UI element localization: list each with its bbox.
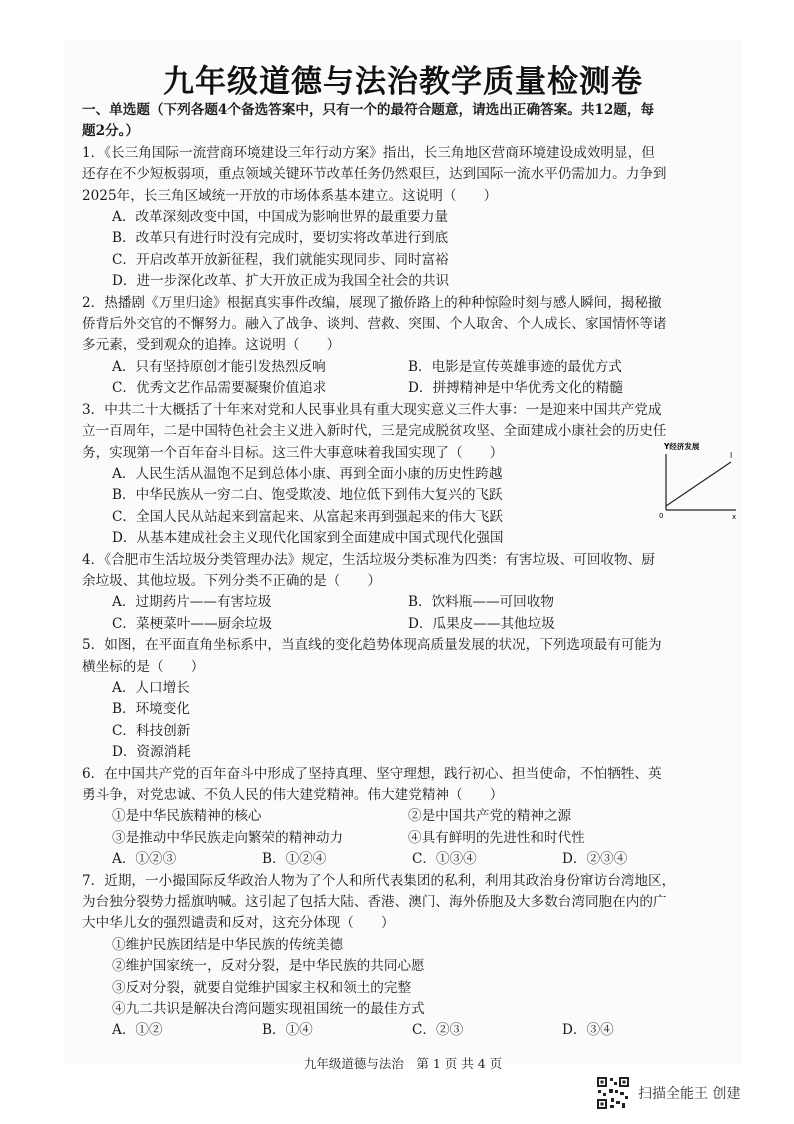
- exam-content: [82, 100, 790, 1042]
- option-d: D．资源消耗: [112, 744, 191, 761]
- option-c: C．优秀文艺作品需要凝聚价值追求: [112, 380, 327, 397]
- statement-4: ④九二共识是解决台湾问题实现祖国统一的最佳方式: [112, 1001, 425, 1018]
- question-text: 大中华儿女的强烈谴责和反对，这充分体现（ ）: [82, 915, 395, 932]
- statement-3: ③反对分裂，就要自觉维护国家主权和领土的完整: [112, 979, 412, 996]
- option-a: A．①②: [112, 1022, 163, 1039]
- question-7: [82, 871, 790, 1042]
- options-row: [82, 1020, 790, 1041]
- section-heading-line1: 一、单选题（下列各题4个备选答案中，只有一个的最符合题意，请选出正确答案。共12题，每: [82, 102, 655, 118]
- option-a: A．过期药片——有害垃圾: [112, 594, 272, 611]
- origin-label: 0: [659, 512, 664, 520]
- option-a: A．人口增长: [112, 679, 190, 696]
- option-c: C．全国人民从站起来到富起来、从富起来再到强起来的伟大飞跃: [112, 508, 504, 525]
- option-b: B．电影是宣传英雄事迹的最优方式: [408, 358, 622, 375]
- question-text: 7．近期，一小撮国际反华政治人物为了个人和所代表集团的私利，利用其政治身份窜访台湾地区，: [82, 872, 676, 889]
- option-c: C．①③④: [412, 851, 477, 868]
- scan-watermark-text: 扫描全能王 创建: [638, 1086, 741, 1102]
- coordinate-figure: [644, 440, 754, 520]
- option-d: D．从基本建成社会主义现代化国家到全面建成中国式现代化强国: [112, 530, 504, 547]
- statement-1: ①维护民族团结是中华民族的传统美德: [112, 936, 344, 953]
- question-text: 为台独分裂势力摇旗呐喊。这引起了包括大陆、香港、澳门、海外侨胞及大多数台湾同胞在内的广: [82, 894, 667, 911]
- y-axis-label: Y经济发展: [664, 442, 700, 451]
- question-text: 1．《长三角国际一流营商环境建设三年行动方案》指出，长三角地区营商环境建设成效明显，但: [82, 144, 655, 161]
- qr-code-icon: [596, 1076, 630, 1110]
- question-text: 多元素，受到观众的追捧。这说明（ ）: [82, 337, 341, 354]
- option-b: B．中华民族从一穷二白、饱受欺凌、地位低下到伟大复兴的飞跃: [112, 487, 503, 504]
- question-1: [82, 143, 790, 293]
- option-a: A．改革深刻改变中国，中国成为影响世界的最重要力量: [112, 209, 449, 226]
- question-5: [82, 635, 790, 763]
- option-c: C．②③: [412, 1022, 464, 1039]
- options-grid: [82, 592, 790, 635]
- question-text: 4．《合肥市生活垃圾分类管理办法》规定，生活垃圾分类标准为四类：有害垃圾、可回收物、厨: [82, 551, 655, 568]
- scan-watermark: [596, 1076, 740, 1110]
- statement-2: ②是中国共产党的精神之源: [408, 808, 572, 825]
- options-grid: [82, 357, 790, 400]
- option-a: A．①②③: [112, 851, 177, 868]
- option-b: B．①④: [262, 1022, 313, 1039]
- option-b: B．①②④: [262, 851, 327, 868]
- question-text: 6．在中国共产党的百年奋斗中形成了坚持真理、坚守理想，践行初心、担当使命，不怕牺牲、英: [82, 765, 662, 782]
- option-d: D．拼搏精神是中华优秀文化的精髓: [408, 380, 623, 397]
- statement-4: ④具有鲜明的先进性和时代性: [408, 829, 585, 846]
- exam-title: 九年级道德与法治教学质量检测卷: [163, 64, 643, 100]
- question-text: 务，实现第一个百年奋斗目标。这三件大事意味着我国实现了（ ）: [82, 444, 504, 461]
- question-2: [82, 293, 790, 400]
- question-text: 勇斗争，对党忠诚、不负人民的伟大建党精神。伟大建党精神（ ）: [82, 787, 504, 803]
- option-b: B．饮料瓶——可回收物: [408, 594, 554, 611]
- section-heading-line2: 题2分。）: [82, 123, 140, 140]
- option-c: C．科技创新: [112, 722, 191, 739]
- question-text: 余垃圾、其他垃圾。下列分类不正确的是（ ）: [82, 572, 382, 589]
- option-d: D．瓜果皮——其他垃圾: [408, 615, 555, 632]
- option-a: A．只有坚持原创才能引发热烈反响: [112, 358, 326, 375]
- question-4: [82, 550, 790, 636]
- options-row: [82, 849, 790, 870]
- question-text: 立一百周年，二是中国特色社会主义进入新时代，三是完成脱贫攻坚、全面建成小康社会的历史任: [82, 423, 667, 440]
- page-footer: 九年级道德与法治 第 1 页 共 4 页: [303, 1056, 503, 1071]
- exam-paper: [64, 40, 742, 1071]
- question-text: 横坐标的是（ ）: [82, 658, 205, 675]
- option-b: B．改革只有进行时没有完成时，要切实将改革进行到底: [112, 230, 449, 247]
- line-label: l: [730, 451, 733, 460]
- option-a: A．人民生活从温饱不足到总体小康、再到全面小康的历史性跨越: [112, 465, 503, 482]
- option-d: D．②③④: [562, 851, 628, 868]
- question-text: 3．中共二十大概括了十年来对党和人民事业具有重大现实意义三件大事：一是迎来中国共产党成: [82, 401, 662, 418]
- option-d: D．③④: [562, 1022, 614, 1039]
- trend-line: [666, 462, 731, 506]
- option-c: C．开启改革开放新征程，我们就能实现同步、同时富裕: [112, 251, 449, 268]
- x-axis-label: x: [732, 513, 737, 520]
- question-text: 2．热播剧《万里归途》根据真实事件改编，展现了撤侨路上的种种惊险时刻与感人瞬间，揭秘撤: [82, 294, 662, 311]
- question-text: 还存在不少短板弱项，重点领域关键环节改革任务仍然艰巨，达到国际一流水平仍需加力。力争到: [82, 166, 667, 183]
- question-text: 侨背后外交官的不懈努力。融入了战争、谈判、营救、突围、个人取舍、个人成长、家国情怀等诸: [82, 316, 667, 333]
- statement-2: ②维护国家统一，反对分裂，是中华民族的共同心愿: [112, 958, 425, 975]
- option-b: B．环境变化: [112, 701, 190, 718]
- statement-3: ③是推动中华民族走向繁荣的精神动力: [112, 829, 344, 846]
- option-c: C．菜梗菜叶——厨余垃圾: [112, 615, 272, 632]
- question-text: 2025年，长三角区域统一开放的市场体系基本建立。这说明（ ）: [82, 187, 498, 204]
- statement-1: ①是中华民族精神的核心: [112, 808, 262, 825]
- question-6: [82, 764, 790, 871]
- question-text: 5．如图，在平面直角坐标系中，当直线的变化趋势体现高质量发展的状况，下列选项最有可能为: [82, 637, 662, 654]
- option-d: D．进一步深化改革、扩大开放正成为我国全社会的共识: [112, 273, 450, 290]
- statements-grid: [82, 806, 790, 849]
